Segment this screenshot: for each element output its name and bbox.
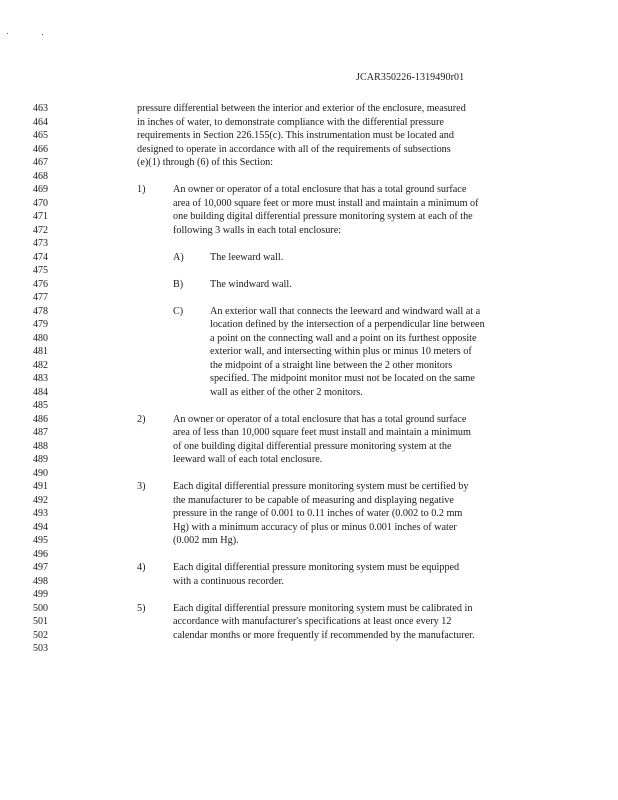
line-number: 470 — [33, 197, 48, 209]
line-number: 485 — [33, 400, 48, 411]
line-number: 472 — [33, 224, 48, 236]
line-number: 483 — [33, 373, 48, 384]
text-line: one building digital differential pressure monitoring system at each of the — [173, 211, 473, 222]
text-line: calendar months or more frequently if recommended by the manufacturer. — [173, 629, 475, 641]
text-line: leeward wall of each total enclosure. — [173, 454, 323, 465]
list-marker: C) — [173, 305, 184, 317]
list-marker: 5) — [137, 602, 146, 614]
line-number: 475 — [33, 265, 48, 276]
document-code: JCAR350226-1319490r01 — [356, 72, 465, 83]
line-number: 488 — [33, 440, 48, 452]
line-number: 493 — [33, 508, 48, 519]
text-line: Hg) with a minimum accuracy of plus or minus 0.001 inches of water — [173, 521, 457, 533]
line-number: 480 — [33, 332, 48, 344]
line-number: 463 — [33, 103, 48, 114]
text-line: area of 10,000 square feet or more must install and maintain a minimum of — [173, 197, 479, 209]
line-number: 498 — [33, 575, 48, 587]
list-marker: 4) — [137, 562, 146, 573]
text-line: with a continuous recorder. — [173, 575, 284, 587]
text-line: pressure in the range of 0.001 to 0.11 inches of water (0.002 to 0.2 mm — [173, 508, 463, 519]
scan-speck — [7, 33, 8, 34]
line-number: 473 — [33, 238, 48, 249]
text-line: designed to operate in accordance with all of the requirements of subsections — [137, 143, 451, 155]
text-line: Each digital differential pressure monitoring system must be calibrated in — [173, 602, 473, 614]
line-number: 471 — [33, 211, 48, 222]
text-line: (e)(1) through (6) of this Section: — [137, 157, 274, 168]
list-marker: B) — [173, 278, 184, 290]
text-line: The leeward wall. — [210, 251, 284, 263]
line-number: 501 — [33, 616, 48, 627]
line-number: 486 — [33, 413, 48, 425]
text-line: The windward wall. — [210, 278, 292, 290]
line-number: 491 — [33, 481, 48, 492]
line-number: 503 — [33, 643, 48, 654]
text-line: the manufacturer to be capable of measuring and displaying negative — [173, 494, 454, 506]
line-number: 502 — [33, 629, 48, 641]
line-number: 481 — [33, 346, 48, 357]
line-number: 492 — [33, 494, 48, 506]
line-number: 468 — [33, 170, 48, 182]
text-line: Each digital differential pressure monitoring system must be certified by — [173, 481, 469, 492]
list-marker: 1) — [137, 184, 146, 195]
line-number: 466 — [33, 143, 48, 155]
scan-speck — [42, 34, 43, 35]
text-line: area of less than 10,000 square feet must install and maintain a minimum — [173, 427, 471, 438]
text-line: in inches of water, to demonstrate compliance with the differential pressure — [137, 116, 444, 128]
text-line: exterior wall, and intersecting within plus or minus 10 meters of — [210, 346, 472, 357]
line-number: 490 — [33, 467, 48, 479]
line-number: 467 — [33, 157, 48, 168]
text-line: location defined by the intersection of a perpendicular line between — [210, 319, 485, 330]
line-number: 478 — [33, 305, 48, 317]
line-number: 474 — [33, 251, 48, 263]
list-marker: A) — [173, 251, 184, 263]
text-line: requirements in Section 226.155(c). This instrumentation must be located and — [137, 130, 454, 141]
text-line: Each digital differential pressure monitoring system must be equipped — [173, 562, 460, 573]
list-marker: 3) — [137, 481, 146, 492]
text-line: the midpoint of a straight line between the 2 other monitors — [210, 359, 453, 371]
line-number: 476 — [33, 278, 48, 290]
text-line: of one building digital differential pressure monitoring system at the — [173, 440, 452, 452]
line-number: 465 — [33, 130, 48, 141]
text-line: An owner or operator of a total enclosure that has a total ground surface — [173, 184, 467, 195]
text-line: following 3 walls in each total enclosure: — [173, 224, 342, 236]
line-number: 487 — [33, 427, 48, 438]
line-number: 494 — [33, 521, 48, 533]
text-line: An owner or operator of a total enclosure that has a total ground surface — [173, 413, 467, 425]
line-number: 489 — [33, 454, 48, 465]
text-line: (0.002 mm Hg). — [173, 535, 239, 546]
text-line: wall as either of the other 2 monitors. — [210, 386, 363, 398]
list-marker: 2) — [137, 413, 146, 425]
text-line: An exterior wall that connects the leeward and windward wall at a — [210, 305, 481, 317]
text-line: specified. The midpoint monitor must not be located on the same — [210, 373, 475, 384]
line-number: 469 — [33, 184, 48, 195]
line-number: 499 — [33, 589, 48, 600]
line-number: 464 — [33, 116, 48, 128]
line-number: 477 — [33, 292, 48, 303]
line-number: 484 — [33, 386, 48, 398]
line-number: 500 — [33, 602, 48, 614]
line-number: 497 — [33, 562, 48, 573]
line-number: 482 — [33, 359, 48, 371]
text-line: accordance with manufacturer's specifications at least once every 12 — [173, 616, 452, 627]
text-line: pressure differential between the interior and exterior of the enclosure, measured — [137, 103, 466, 114]
line-number: 479 — [33, 319, 48, 330]
line-number: 495 — [33, 535, 48, 546]
text-line: a point on the connecting wall and a point on its furthest opposite — [210, 332, 477, 344]
line-number: 496 — [33, 548, 48, 560]
